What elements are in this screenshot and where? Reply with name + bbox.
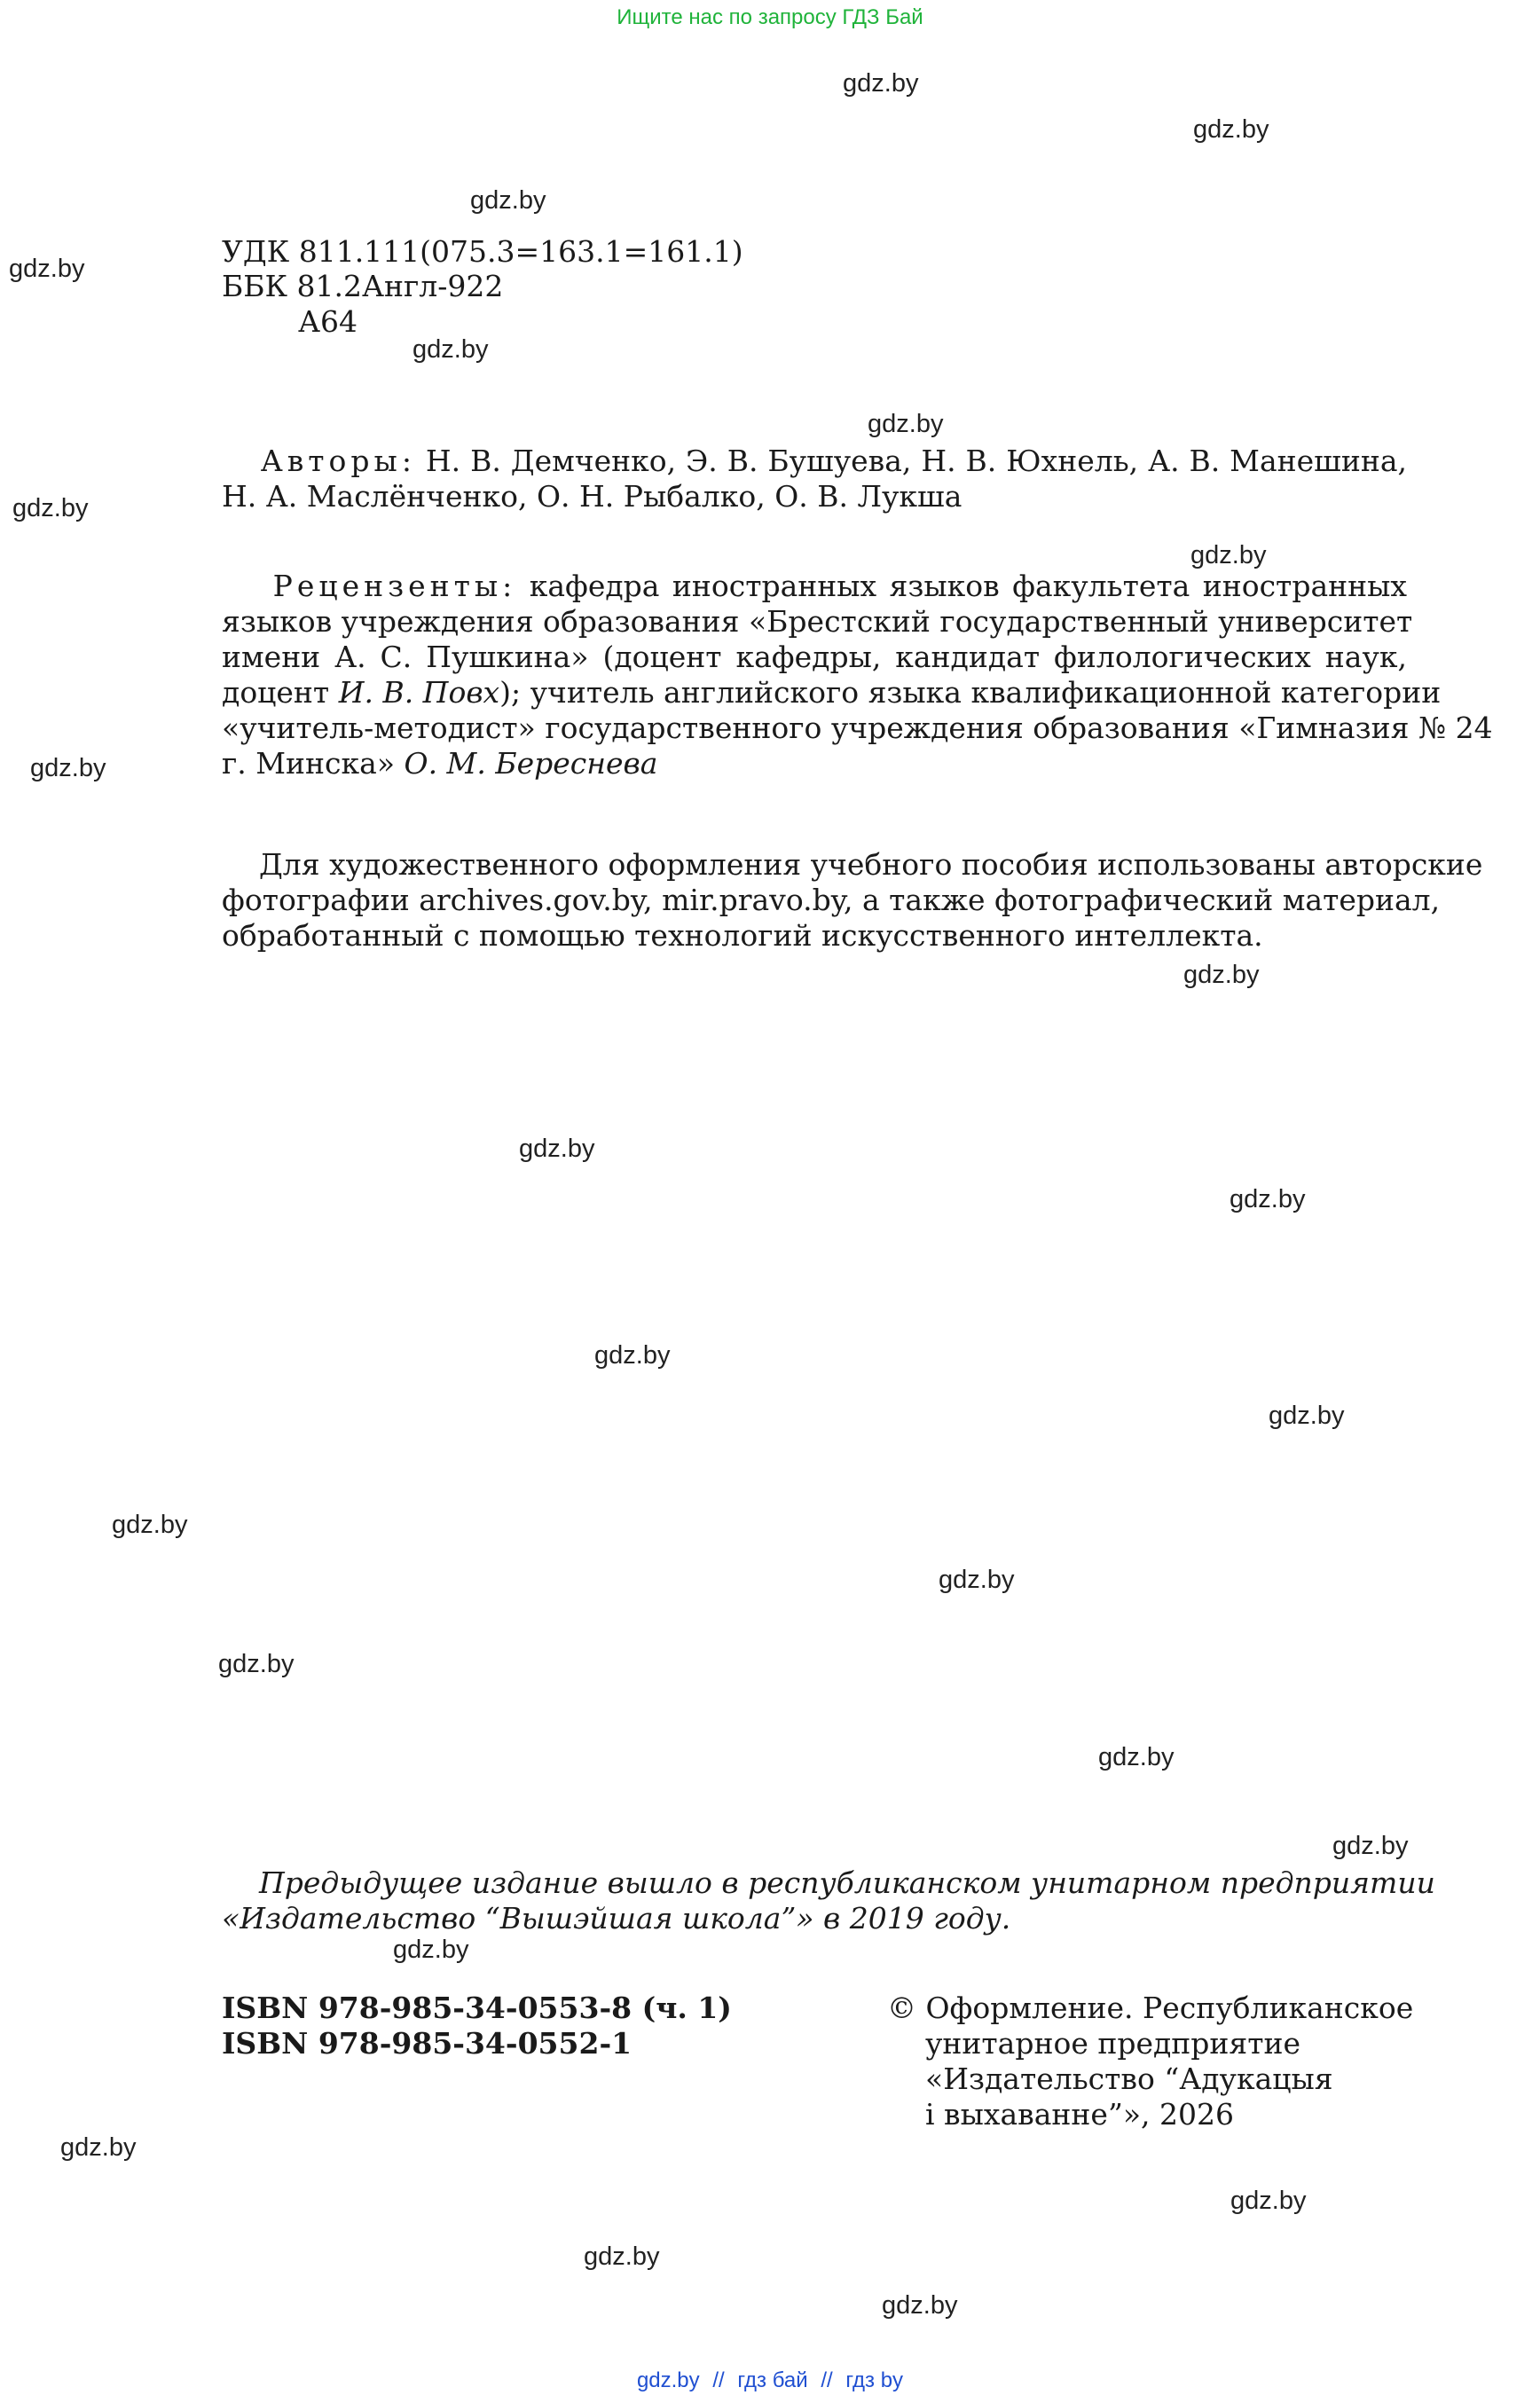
watermark: gdz.by	[60, 2133, 137, 2162]
watermark: gdz.by	[1230, 2187, 1307, 2215]
design-note	[222, 847, 1483, 954]
watermark: gdz.by	[30, 754, 106, 782]
reviewers-label: Рецензенты:	[272, 569, 517, 603]
authors-block	[222, 444, 1407, 514]
footer-link-gdz-by[interactable]: gdz.by	[636, 2368, 700, 2392]
watermark: gdz.by	[1193, 115, 1269, 144]
reviewers-line-2: языков учреждения образования «Брестский государственный университет	[222, 604, 1413, 639]
watermark: gdz.by	[412, 335, 489, 364]
watermark: gdz.by	[218, 1650, 295, 1678]
isbn-part-1: ISBN 978-985-34-0553-8 (ч. 1)	[222, 1991, 732, 2025]
watermark: gdz.by	[393, 1936, 469, 1964]
reviewers-block	[222, 569, 1493, 781]
footer-separator: //	[821, 2368, 833, 2392]
reviewer-name: И. В. Повх	[338, 675, 500, 710]
watermark: gdz.by	[9, 255, 85, 283]
watermark: gdz.by	[868, 410, 944, 438]
watermark: gdz.by	[584, 2242, 660, 2271]
previous-edition-note	[222, 1865, 1435, 1936]
watermark: gdz.by	[594, 1341, 671, 1370]
udk-code: УДК 811.111(075.3=163.1=161.1)	[222, 234, 743, 269]
authors-line-2: Н. А. Маслёнченко, О. Н. Рыбалко, О. В. Лукша	[222, 479, 962, 514]
design-note-line-2: фотографии archives.gov.by, mir.pravo.by, а также фотографический материал,	[222, 883, 1441, 917]
bbk-code: ББК 81.2Англ-922	[222, 269, 504, 303]
watermark: gdz.by	[470, 186, 546, 215]
copyright-line-2: унитарное предприятие	[925, 2026, 1301, 2061]
footer-links	[0, 2368, 1540, 2393]
reviewers-line-5: «учитель-методист» государственного учреждения образования «Гимназия № 24	[222, 711, 1493, 745]
watermark: gdz.by	[1183, 961, 1260, 989]
watermark: gdz.by	[12, 494, 89, 522]
watermark: gdz.by	[1332, 1832, 1409, 1860]
watermark: gdz.by	[843, 69, 919, 98]
authors-label: Авторы:	[260, 444, 416, 478]
copyright-line-4: і выхаванне”», 2026	[925, 2097, 1234, 2132]
authors-line-1: Авторы: Н. В. Демченко, Э. В. Бушуева, Н. В. Юхнель, А. В. Манешина,	[260, 444, 1407, 478]
reviewers-line-1: Рецензенты: кафедра иностранных языков факультета иностранных	[272, 569, 1407, 603]
design-note-line-1: Для художественного оформления учебного пособия использованы авторские	[258, 847, 1483, 882]
watermark: gdz.by	[519, 1135, 595, 1163]
reviewer-name: О. М. Береснева	[404, 746, 658, 781]
copyright-line-3: «Издательство “Адукацыя	[925, 2061, 1333, 2096]
watermark: gdz.by	[1230, 1185, 1306, 1213]
copyright-line-1: © Оформление. Республиканское	[887, 1991, 1414, 2025]
watermark: gdz.by	[1190, 541, 1267, 569]
watermark: gdz.by	[882, 2291, 958, 2320]
watermark: gdz.by	[112, 1511, 188, 1539]
previous-edition-line-1: Предыдущее издание вышло в республиканском унитарном предприятии	[258, 1865, 1435, 1900]
reviewers-line-3: имени А. С. Пушкина» (доцент кафедры, кандидат филологических наук,	[222, 640, 1407, 674]
footer-link-gdz-by-cyr[interactable]: гдз by	[845, 2368, 904, 2392]
top-banner[interactable]: Ищите нас по запросу ГДЗ Бай	[617, 5, 923, 29]
footer-separator: //	[712, 2368, 725, 2392]
author-sign-code: А64	[298, 304, 358, 339]
watermark: gdz.by	[1098, 1743, 1175, 1771]
reviewers-line-6: г. Минска» О. М. Береснева	[222, 746, 658, 781]
watermark: gdz.by	[939, 1566, 1015, 1594]
watermark: gdz.by	[1269, 1402, 1345, 1430]
reviewers-line-4: доцент И. В. Повх); учитель английского языка квалификационной категории	[222, 675, 1442, 710]
design-note-line-3: обработанный с помощью технологий искусственного интеллекта.	[222, 918, 1263, 953]
isbn-set: ISBN 978-985-34-0552-1	[222, 2026, 632, 2061]
footer-link-gdz-bai[interactable]: гдз бай	[737, 2368, 808, 2392]
previous-edition-line-2: «Издательство “Вышэйшая школа”» в 2019 году.	[222, 1901, 1011, 1936]
